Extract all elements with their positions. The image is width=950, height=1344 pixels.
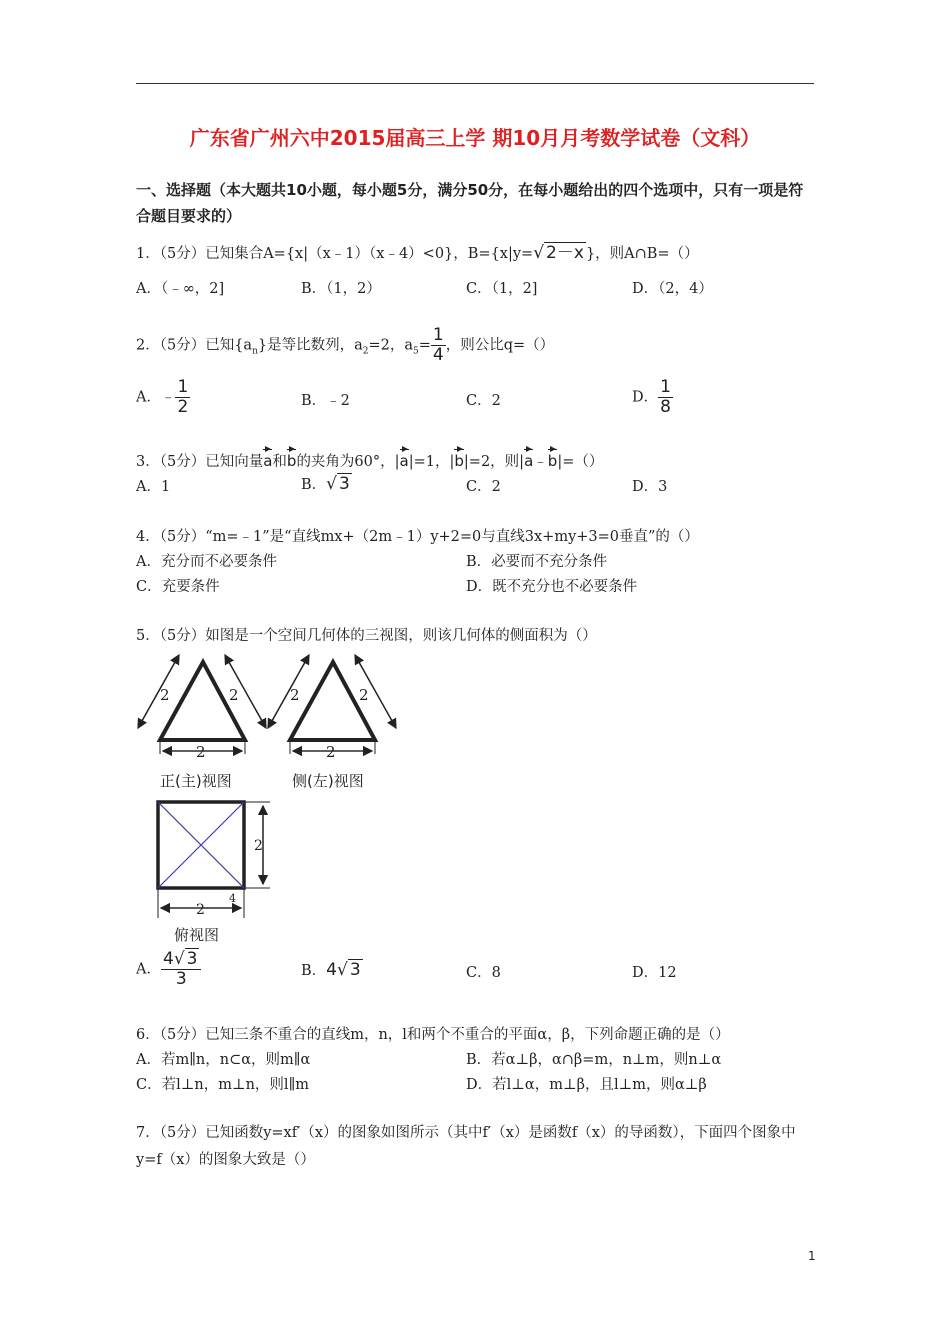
header-rule [136,83,814,84]
svg-text:2: 2 [359,686,369,704]
q5-option-b: B．4√ 3 [301,960,361,980]
q1-option-c: C．（1，2] [466,281,538,297]
q5-option-a: A． $\frac{4√ 3}{3}$ [136,950,201,989]
q6-option-b: B．若α⊥β，α∩β=m，n⊥m，则n⊥α [466,1052,722,1068]
page-number: 1 [808,1249,816,1263]
q1-option-a: A．（﹣∞，2] [136,281,225,297]
q5-option-d: D．12 [632,965,677,981]
q4-option-c: C．充要条件 [136,579,220,595]
q5-option-c: C．8 [466,965,501,981]
svg-text:2: 2 [160,686,170,704]
side-view [268,655,396,790]
q3-option-c: C．2 [466,479,501,495]
q6-option-d: D．若l⊥α，m⊥β，且l⊥m，则α⊥β [466,1077,707,1093]
svg-text:4: 4 [229,892,236,905]
q2-option-c: C．2 [466,393,501,409]
svg-text:2: 2 [229,686,239,704]
front-view [138,655,266,790]
vector-a: a [263,452,273,470]
question-4-stem: 4．（5分）“m=﹣1”是“直线mx+（2m﹣1）y+2=0与直线3x+my+3=0垂直”的（） [136,529,699,545]
q2-option-a: A．﹣ $\frac{1}{2}$ [136,377,189,417]
sqrt-symbol: √ 2－x [533,243,584,263]
svg-text:2: 2 [290,686,300,704]
q2-option-b: B．﹣2 [301,393,350,409]
q6-option-a: A．若m∥n，n⊂α，则m∥α [136,1052,311,1068]
q4-option-b: B．必要而不充分条件 [466,554,608,570]
svg-text:2: 2 [254,838,263,854]
svg-text:侧(左)视图: 侧(左)视图 [292,772,364,790]
svg-text:俯视图: 俯视图 [174,926,220,944]
top-view [158,802,270,944]
question-1-stem: 1．（5分）已知集合A={x|（x﹣1）（x﹣4）<0}，B={x|y=√ 2－x }，则A∩B=（） [136,243,699,263]
q3-option-a: A．1 [136,479,171,495]
question-5-stem: 5．（5分）如图是一个空间几何体的三视图，则该几何体的侧面积为（） [136,628,597,644]
q2-option-d: D． $\frac{1}{8}$ [632,377,671,417]
svg-text:2: 2 [196,902,205,918]
vector-b: b [286,452,297,470]
question-6-stem: 6．（5分）已知三条不重合的直线m，n，l和两个不重合的平面α，β，下列命题正确的是（） [136,1027,730,1043]
question-7-stem: 7．（5分）已知函数y=xf′（x）的图象如图所示（其中f′（x）是函数f（x）的导函数），下面四个图象中y=f（x）的图象大致是（） [136,1125,796,1168]
q4-option-d: D．既不充分也不必要条件 [466,579,638,595]
q1-option-b: B．（1，2） [301,281,381,297]
q4-option-a: A．充分而不必要条件 [136,554,277,570]
svg-text:2: 2 [196,743,206,761]
question-2-stem: 2．（5分）已知$\{a_n\}$是等比数列，$a_2=2$，$a_5=$ $\frac{1}{4}$ ，则公比q=（） [136,325,555,365]
q6-option-c: C．若l⊥n，m⊥n，则l∥m [136,1077,310,1093]
svg-text:2: 2 [326,743,336,761]
section-heading: 一、选择题（本大题共10小题，每小题5分，满分50分，在每小题给出的四个选项中，只有一项是符合题目要求的） [136,181,804,225]
q1-option-d: D．（2，4） [632,281,713,297]
q3-option-d: D．3 [632,479,668,495]
fraction: $\frac{1}{4}$ [432,325,444,365]
q3-option-b: B．√ 3 [301,474,350,494]
page-title: 广东省广州六中2015届高三上学 期10月月考数学试卷（文科） [189,126,761,150]
question-3-stem: 3．（5分）已知向量a和b的夹角为60°，|a|=1，|b|=2，则|a﹣b|=（） [136,452,604,470]
three-view-figure [130,650,410,950]
svg-text:正(主)视图: 正(主)视图 [160,772,232,790]
